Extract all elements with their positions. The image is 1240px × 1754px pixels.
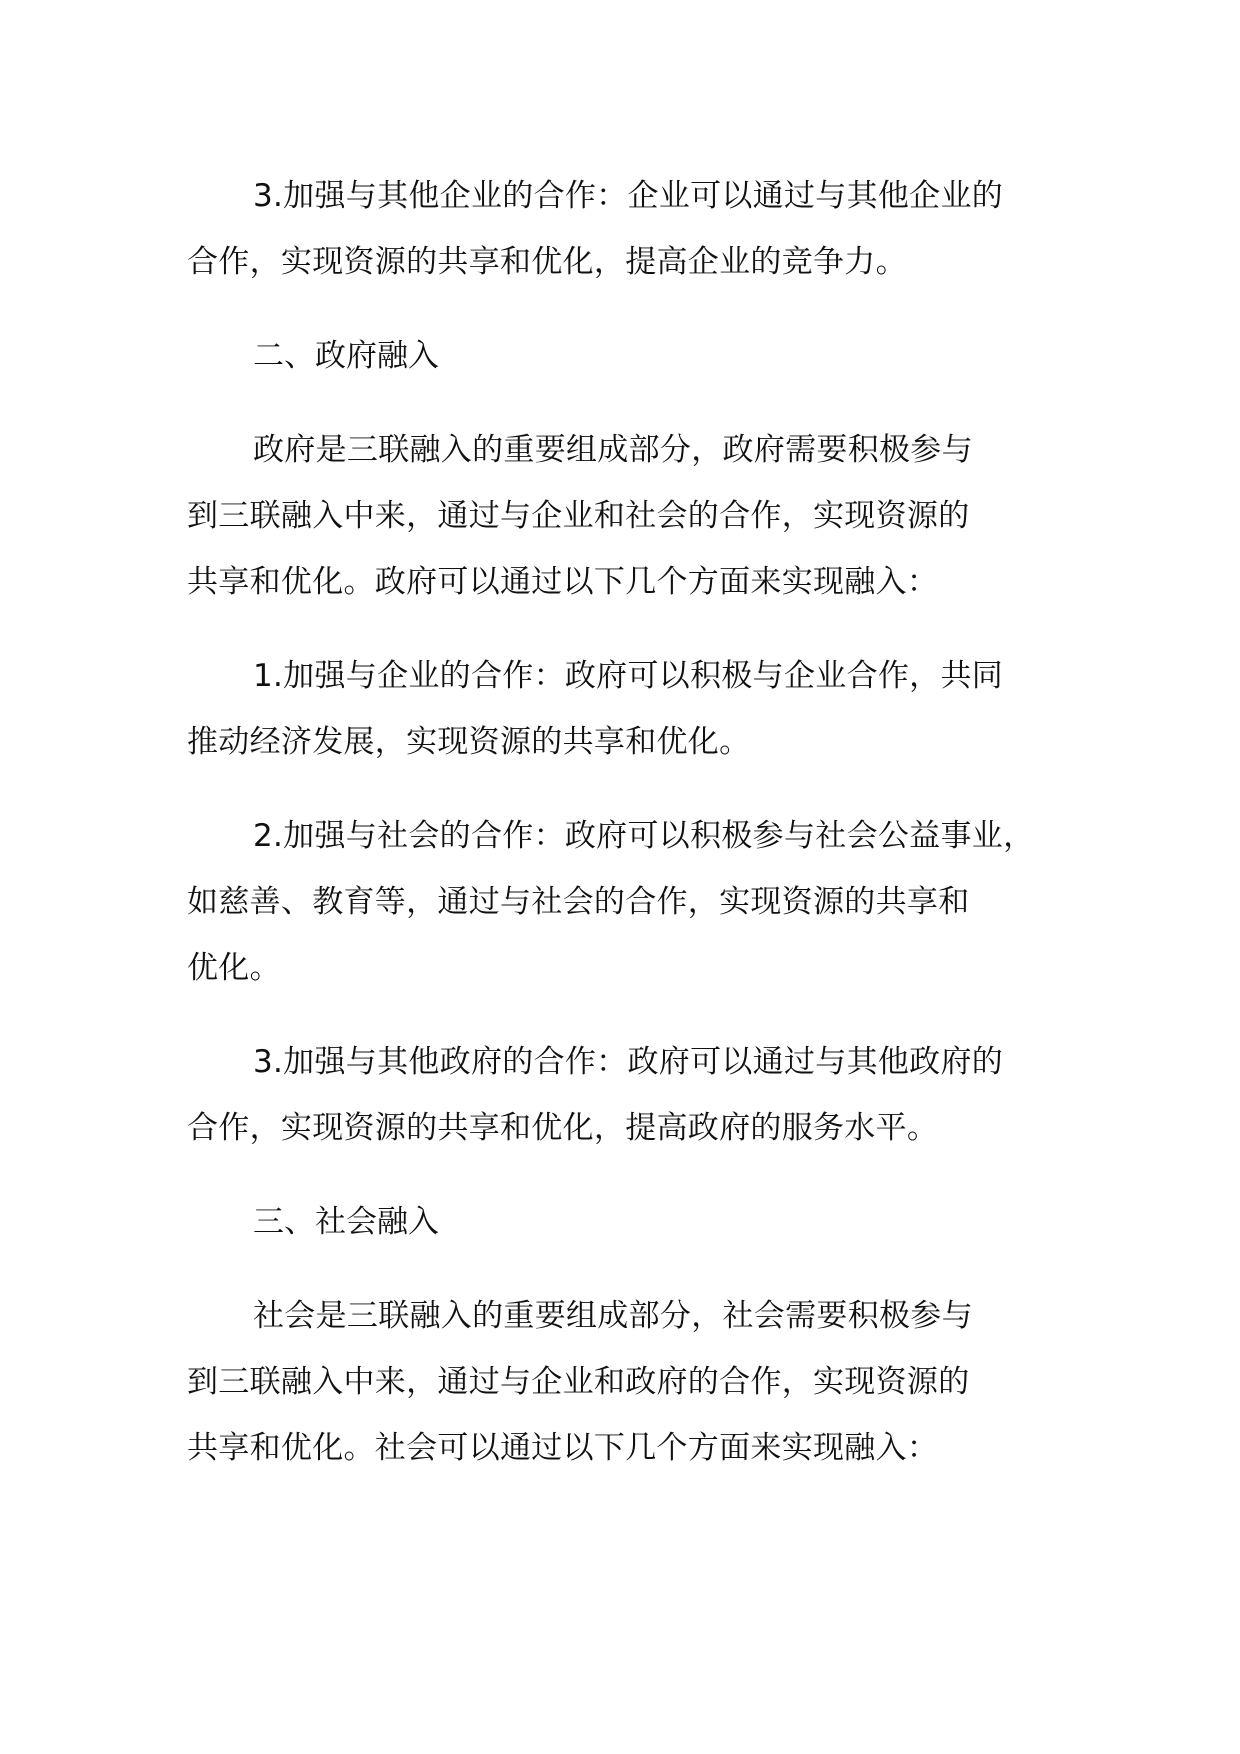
paragraph-line: 政府是三联融入的重要组成部分，政府需要积极参与 <box>253 432 973 468</box>
paragraph-government-intro <box>187 417 1087 615</box>
paragraph-line: 共享和优化。社会可以通过以下几个方面来实现融入： <box>187 1430 939 1466</box>
paragraph-line: 如慈善、教育等，通过与社会的合作，实现资源的共享和 <box>187 884 970 920</box>
paragraph-society-intro <box>187 1283 1087 1481</box>
paragraph-line: 到三联融入中来，通过与企业和社会的合作，实现资源的 <box>187 498 970 534</box>
paragraph-line: 3.加强与其他企业的合作：企业可以通过与其他企业的 <box>253 178 1004 214</box>
paragraph-enterprise-cooperation-3 <box>187 163 1087 295</box>
paragraph-line: 2.加强与社会的合作：政府可以积极参与社会公益事业， <box>253 818 1035 854</box>
paragraph-line: 3.加强与其他政府的合作：政府可以通过与其他政府的 <box>253 1044 1004 1080</box>
paragraph-line: 社会是三联融入的重要组成部分，社会需要积极参与 <box>253 1298 973 1334</box>
paragraph-line: 优化。 <box>187 950 281 986</box>
paragraph-line: 共享和优化。政府可以通过以下几个方面来实现融入： <box>187 564 939 600</box>
paragraph-government-item-2 <box>187 803 1087 1001</box>
paragraph-government-item-1 <box>187 643 1087 775</box>
section-heading-government <box>187 323 1087 389</box>
paragraph-line: 1.加强与企业的合作：政府可以积极与企业合作，共同 <box>253 658 1004 694</box>
paragraph-line: 合作，实现资源的共享和优化，提高企业的竞争力。 <box>187 244 907 280</box>
paragraph-line: 推动经济发展，实现资源的共享和优化。 <box>187 724 751 760</box>
section-heading-text: 二、政府融入 <box>253 338 439 374</box>
section-heading-society <box>187 1189 1087 1255</box>
section-heading-text: 三、社会融入 <box>253 1204 439 1240</box>
paragraph-line: 到三联融入中来，通过与企业和政府的合作，实现资源的 <box>187 1364 970 1400</box>
document-body <box>187 163 1087 1481</box>
paragraph-government-item-3 <box>187 1029 1087 1161</box>
paragraph-line: 合作，实现资源的共享和优化，提高政府的服务水平。 <box>187 1110 939 1146</box>
